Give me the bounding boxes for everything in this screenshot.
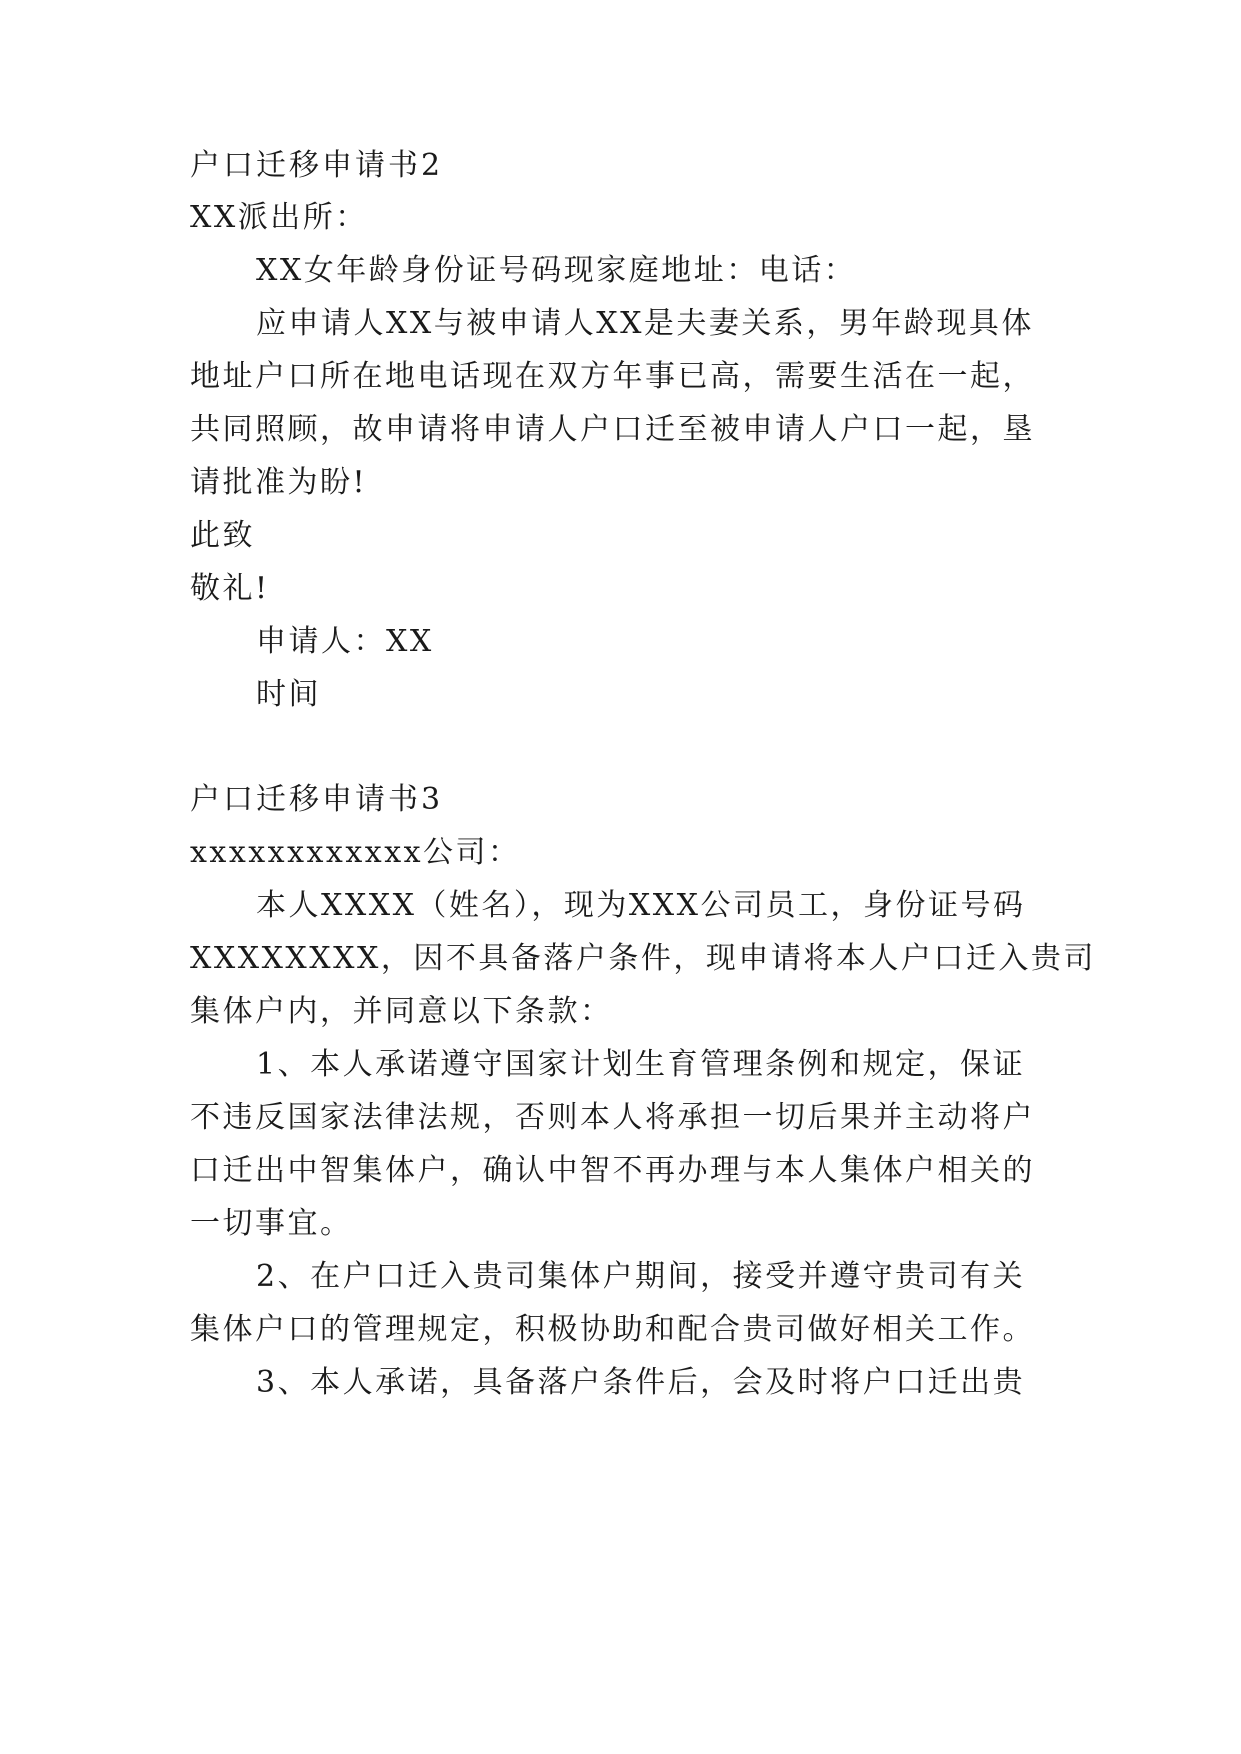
section-2-title: 户口迁移申请书2 (190, 148, 444, 183)
section-2-addressee: XX派出所： (190, 200, 368, 235)
section-2-date-label: 时间 (256, 677, 321, 712)
section-2-signature: 申请人：XX (256, 624, 434, 659)
clause-1-line: 口迁出中智集体户，确认中智不再办理与本人集体户相关的 (190, 1153, 1035, 1188)
section-2-body-line: 地址户口所在地电话现在双方年事已高，需要生活在一起， (190, 359, 1035, 394)
section-2-salutation: 敬礼! (190, 571, 270, 606)
clause-2-line: 2、在户口迁入贵司集体户期间，接受并遵守贵司有关 (256, 1259, 1026, 1294)
section-3-title: 户口迁移申请书3 (190, 782, 444, 817)
section-3-addressee: xxxxxxxxxxxx公司： (190, 835, 521, 870)
section-2-applicant-info: XX女年龄身份证号码现家庭地址：电话： (256, 253, 857, 288)
section-2-body-line: 应申请人XX与被申请人XX是夫妻关系，男年龄现具体 (256, 306, 1034, 341)
section-2-closing: 此致 (190, 518, 255, 553)
section-3-intro-line: XXXXXXXX，因不具备落户条件，现申请将本人户口迁入贵司 (190, 941, 1096, 976)
section-2-body-line: 共同照顾，故申请将申请人户口迁至被申请人户口一起，垦 (190, 412, 1035, 447)
clause-2-line: 集体户口的管理规定，积极协助和配合贵司做好相关工作。 (190, 1312, 1035, 1347)
section-3-intro-line: 本人XXXX（姓名），现为XXX公司员工，身份证号码 (256, 888, 1026, 923)
clause-1-line: 一切事宜。 (190, 1206, 353, 1241)
section-2-body-line: 请批准为盼! (190, 465, 368, 500)
clause-1-line: 1、本人承诺遵守国家计划生育管理条例和规定，保证 (256, 1047, 1026, 1082)
section-3-intro-line: 集体户内，并同意以下条款： (190, 994, 613, 1029)
clause-3-line: 3、本人承诺，具备落户条件后，会及时将户口迁出贵 (256, 1365, 1026, 1400)
clause-1-line: 不违反国家法律法规，否则本人将承担一切后果并主动将户 (190, 1100, 1035, 1135)
